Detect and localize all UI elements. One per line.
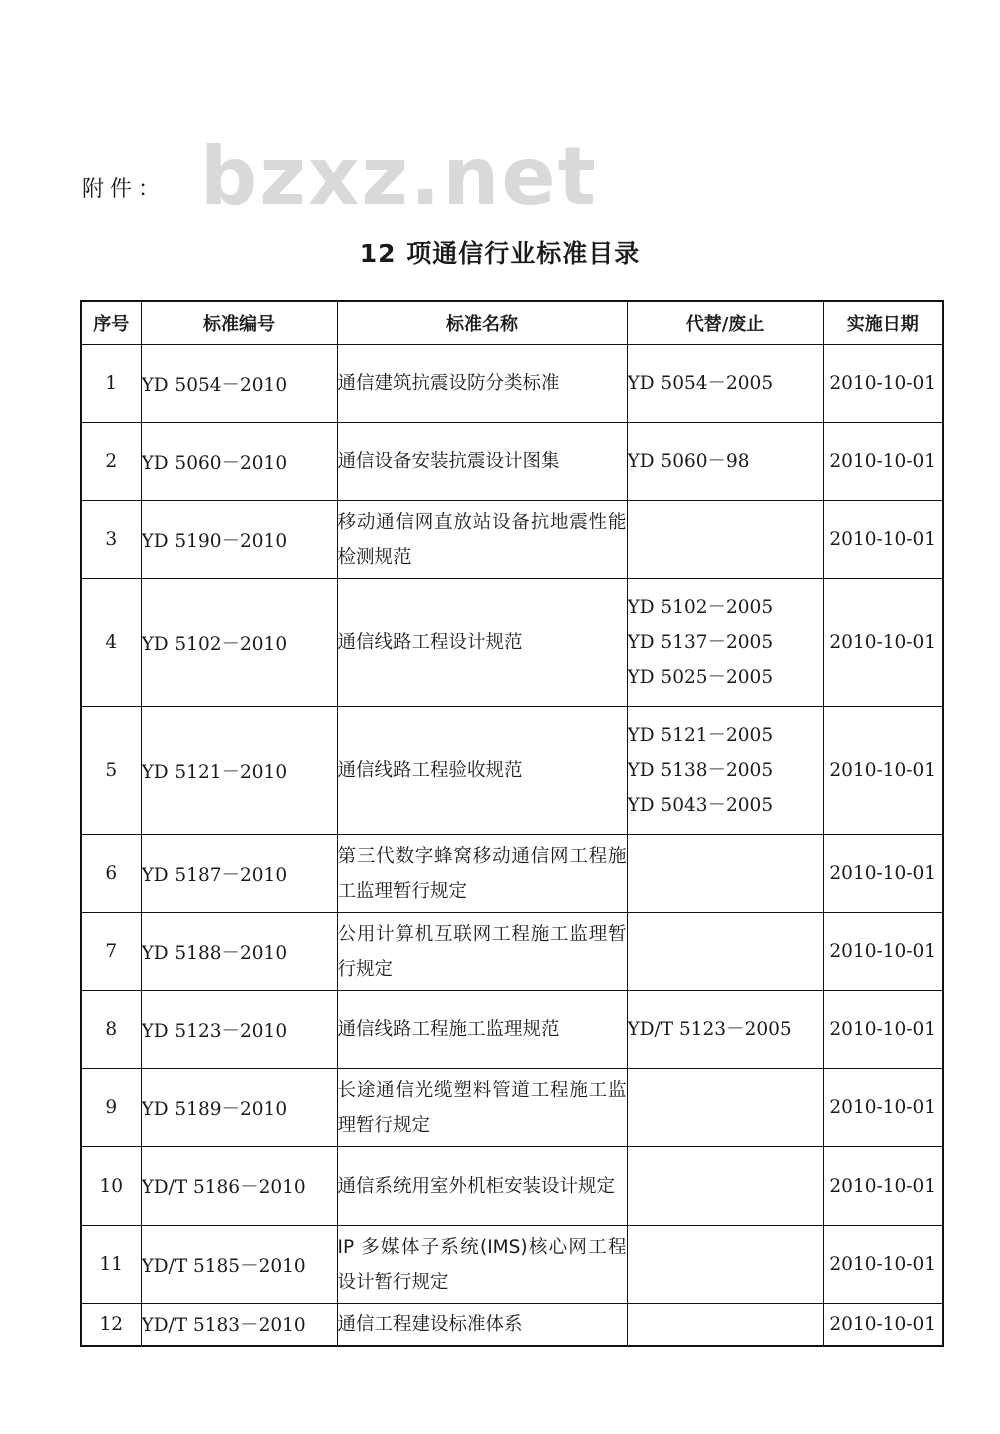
replaced-standard: YD/T 5123－2005 <box>627 1019 792 1040</box>
cell-code: YD 5060－2010 <box>141 423 337 501</box>
cell-name: 公用计算机互联网工程施工监理暂行规定 <box>337 913 627 991</box>
table-row <box>81 1069 943 1147</box>
cell-replaces <box>627 501 823 579</box>
cell-name: 通信建筑抗震设防分类标准 <box>337 345 627 423</box>
table-row <box>81 501 943 579</box>
cell-date: 2010-10-01 <box>823 1226 943 1304</box>
cell-seq: 2 <box>81 423 141 501</box>
column-header-name: 标准名称 <box>337 301 627 345</box>
table-row <box>81 345 943 423</box>
cell-seq: 1 <box>81 345 141 423</box>
cell-date: 2010-10-01 <box>823 423 943 501</box>
cell-date: 2010-10-01 <box>823 579 943 707</box>
cell-date: 2010-10-01 <box>823 707 943 835</box>
replaced-standard: YD 5054－2005 <box>627 373 774 394</box>
cell-seq: 11 <box>81 1226 141 1304</box>
column-header-code: 标准编号 <box>141 301 337 345</box>
cell-date: 2010-10-01 <box>823 913 943 991</box>
cell-name: 通信设备安装抗震设计图集 <box>337 423 627 501</box>
table-row <box>81 1304 943 1346</box>
cell-code: YD 5187－2010 <box>141 835 337 913</box>
replaced-standard: YD 5121－2005 <box>627 725 774 746</box>
cell-replaces <box>627 707 823 835</box>
cell-name: 通信线路工程施工监理规范 <box>337 991 627 1069</box>
table-row <box>81 1226 943 1304</box>
column-header-date: 实施日期 <box>823 301 943 345</box>
cell-code: YD 5188－2010 <box>141 913 337 991</box>
cell-seq: 12 <box>81 1304 141 1346</box>
cell-replaces <box>627 579 823 707</box>
cell-code: YD 5121－2010 <box>141 707 337 835</box>
cell-code: YD 5102－2010 <box>141 579 337 707</box>
table-row <box>81 423 943 501</box>
replaced-standard: YD 5043－2005 <box>627 795 774 816</box>
cell-name: 通信线路工程设计规范 <box>337 579 627 707</box>
cell-replaces <box>627 1069 823 1147</box>
cell-name: 通信工程建设标准体系 <box>337 1304 627 1346</box>
cell-name: 通信系统用室外机柜安装设计规定 <box>337 1147 627 1226</box>
cell-code: YD/T 5183－2010 <box>141 1304 337 1346</box>
cell-date: 2010-10-01 <box>823 835 943 913</box>
cell-seq: 10 <box>81 1147 141 1226</box>
table-row <box>81 1147 943 1226</box>
table-row <box>81 579 943 707</box>
cell-replaces <box>627 835 823 913</box>
table-header-row <box>81 301 943 345</box>
standards-table <box>80 300 944 1347</box>
attachment-label: 附件： <box>82 177 167 202</box>
cell-date: 2010-10-01 <box>823 345 943 423</box>
replaced-standard: YD 5138－2005 <box>627 760 774 781</box>
cell-date: 2010-10-01 <box>823 1147 943 1226</box>
cell-code: YD/T 5186－2010 <box>141 1147 337 1226</box>
cell-replaces <box>627 1226 823 1304</box>
table-row <box>81 991 943 1069</box>
cell-replaces <box>627 913 823 991</box>
cell-name: 通信线路工程验收规范 <box>337 707 627 835</box>
cell-code: YD 5190－2010 <box>141 501 337 579</box>
cell-date: 2010-10-01 <box>823 991 943 1069</box>
cell-replaces <box>627 1147 823 1226</box>
cell-seq: 8 <box>81 991 141 1069</box>
cell-date: 2010-10-01 <box>823 501 943 579</box>
watermark: bzxz.net <box>200 130 598 223</box>
table-row <box>81 835 943 913</box>
cell-seq: 6 <box>81 835 141 913</box>
replaced-standard: YD 5137－2005 <box>627 632 774 653</box>
cell-code: YD/T 5185－2010 <box>141 1226 337 1304</box>
cell-seq: 4 <box>81 579 141 707</box>
replaced-standard: YD 5102－2005 <box>627 597 774 618</box>
cell-date: 2010-10-01 <box>823 1069 943 1147</box>
cell-seq: 9 <box>81 1069 141 1147</box>
replaced-standard: YD 5025－2005 <box>627 667 774 688</box>
cell-name: IP 多媒体子系统(IMS)核心网工程设计暂行规定 <box>337 1226 627 1304</box>
cell-replaces <box>627 423 823 501</box>
cell-seq: 5 <box>81 707 141 835</box>
table-row <box>81 913 943 991</box>
cell-code: YD 5123－2010 <box>141 991 337 1069</box>
column-header-replaces: 代替/废止 <box>627 301 823 345</box>
document-title: 12 项通信行业标准目录 <box>359 239 641 268</box>
cell-name: 移动通信网直放站设备抗地震性能检测规范 <box>337 501 627 579</box>
replaced-standard: YD 5060－98 <box>627 451 750 472</box>
cell-code: YD 5189－2010 <box>141 1069 337 1147</box>
cell-name: 第三代数字蜂窝移动通信网工程施工监理暂行规定 <box>337 835 627 913</box>
cell-seq: 3 <box>81 501 141 579</box>
cell-replaces <box>627 991 823 1069</box>
cell-replaces <box>627 1304 823 1346</box>
cell-name: 长途通信光缆塑料管道工程施工监理暂行规定 <box>337 1069 627 1147</box>
table-row <box>81 707 943 835</box>
cell-seq: 7 <box>81 913 141 991</box>
column-header-seq: 序号 <box>81 301 141 345</box>
cell-replaces <box>627 345 823 423</box>
cell-date: 2010-10-01 <box>823 1304 943 1346</box>
cell-code: YD 5054－2010 <box>141 345 337 423</box>
